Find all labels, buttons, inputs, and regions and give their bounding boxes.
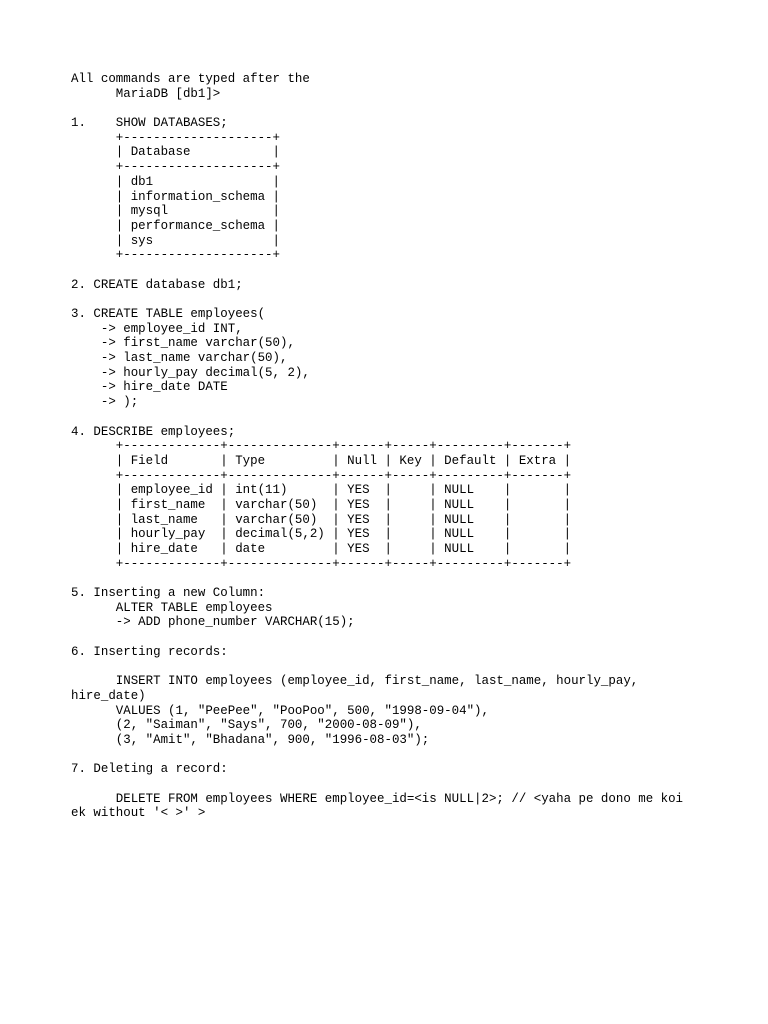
table-row: | hire_date | date | YES | | NULL | | [71,542,572,556]
code-line: ALTER TABLE employees [71,600,273,615]
table-row: | hourly_pay | decimal(5,2) | YES | | NULL | | [71,527,572,542]
section-heading-create-database: 2. CREATE database db1; [71,277,243,292]
blank-line [71,263,731,278]
document-body [71,72,731,821]
code-line: hire_date) [71,688,146,703]
table-header-row: | Database | [71,145,280,160]
table-header-row: | Field | Type | Null | Key | Default | Extra | [71,453,572,468]
table-row: | db1 | [71,174,280,189]
code-line: -> ADD phone_number VARCHAR(15); [71,615,355,630]
section-heading-delete-record: 7. Deleting a record: [71,762,228,777]
section-heading-insert-column: 5. Inserting a new Column: [71,586,266,601]
code-line: INSERT INTO employees (employee_id, first_name, last_name, hourly_pay, [71,674,639,689]
code-line: VALUES (1, "PeePee", "PooPoo", 500, "1998-09-04"), [71,703,489,718]
table-border: +-------------+--------------+------+-----+---------+-------+ [71,468,572,483]
blank-line [71,748,731,763]
code-line: -> ); [71,395,139,410]
code-line: -> first_name varchar(50), [71,336,295,351]
table-border: +--------------------+ [71,130,280,145]
table-border: +--------------------+ [71,160,280,175]
table-row: | mysql | [71,204,280,219]
table-row: | sys | [71,233,280,248]
table-border: +--------------------+ [71,248,280,263]
code-line: -> hourly_pay decimal(5, 2), [71,365,310,380]
code-line: (2, "Saiman", "Says", 700, "2000-08-09"), [71,718,422,733]
text-line: All commands are typed after the [71,72,310,86]
code-line: ek without '< >' > [71,806,206,821]
blank-line [71,101,731,116]
table-row: | employee_id | int(11) | YES | | NULL | | [71,483,572,498]
blank-line [71,660,731,675]
section-heading-create-table: 3. CREATE TABLE employees( [71,307,266,321]
blank-line [71,292,731,307]
section-heading-describe: 4. DESCRIBE employees; [71,424,236,439]
code-line: -> last_name varchar(50), [71,351,288,366]
code-line: -> employee_id INT, [71,321,243,336]
table-row: | first_name | varchar(50) | YES | | NULL | | [71,497,572,512]
section-heading-insert-records: 6. Inserting records: [71,644,228,659]
table-row: | performance_schema | [71,218,280,233]
code-line: -> hire_date DATE [71,380,228,395]
code-line: (3, "Amit", "Bhadana", 900, "1996-08-03"); [71,732,430,747]
blank-line [71,630,731,645]
text-line: MariaDB [db1]> [71,86,221,101]
table-border: +-------------+--------------+------+-----+---------+-------+ [71,439,572,454]
table-row: | information_schema | [71,189,280,204]
section-heading-show-databases: 1. SHOW DATABASES; [71,116,228,131]
code-line: DELETE FROM employees WHERE employee_id=<is NULL|2>; // <yaha pe dono me koi [71,791,684,806]
table-border: +-------------+--------------+------+-----+---------+-------+ [71,556,572,571]
blank-line [71,777,731,792]
blank-line [71,571,731,586]
blank-line [71,410,731,425]
table-row: | last_name | varchar(50) | YES | | NULL | | [71,512,572,527]
